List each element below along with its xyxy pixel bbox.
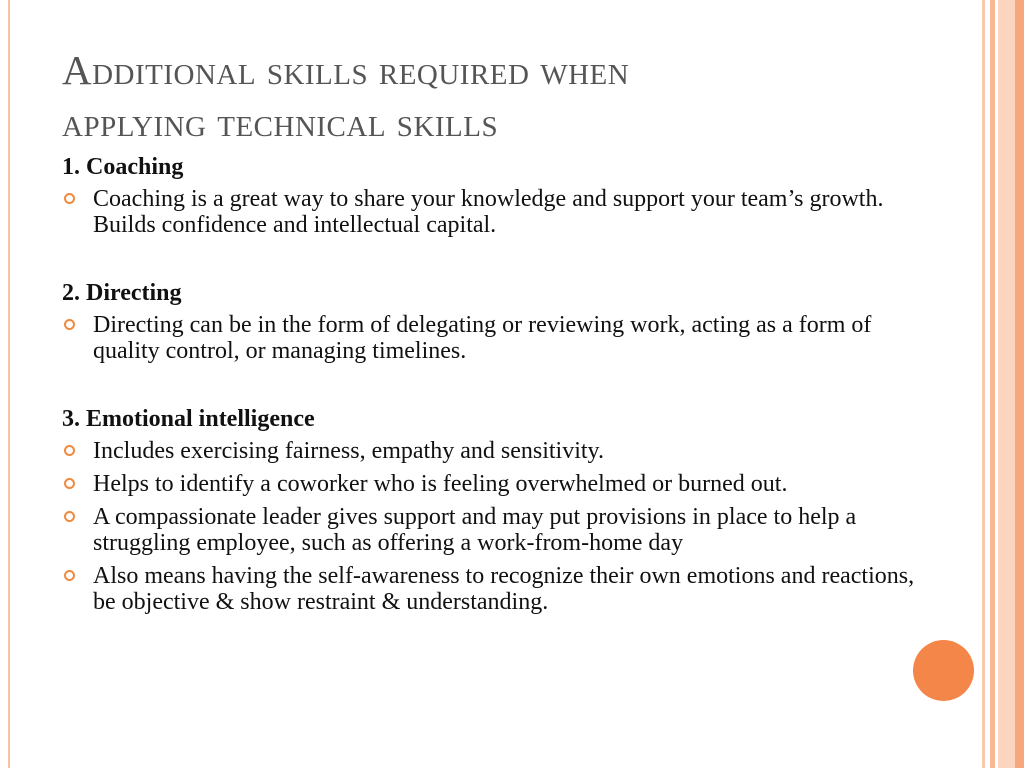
slide-title	[62, 44, 962, 148]
slide-body	[62, 154, 942, 622]
bullet-item	[62, 186, 942, 238]
section-coaching	[62, 154, 942, 238]
hollow-circle-bullet-icon	[64, 319, 75, 330]
bullet-text: Includes exercising fairness, empathy and sensitivity.	[93, 438, 604, 464]
section-emotional-intelligence	[62, 406, 942, 615]
hollow-circle-bullet-icon	[64, 193, 75, 204]
slide-title-line-2: applying technical skills	[62, 99, 499, 145]
bullet-text: Also means having the self-awareness to recognize their own emotions and reactions, be objective & show restraint & understanding.	[93, 563, 915, 615]
slide-title-line-1: Additional skills required when	[62, 47, 630, 93]
section-directing	[62, 280, 942, 364]
bullet-item	[62, 504, 942, 556]
right-decorative-stripes	[976, 0, 1024, 768]
hollow-circle-bullet-icon	[64, 570, 75, 581]
bullet-text: Coaching is a great way to share your knowledge and support your team’s growth. Builds confidence and intellectual capital.	[93, 186, 884, 238]
section-heading: 2. Directing	[62, 280, 182, 306]
hollow-circle-bullet-icon	[64, 511, 75, 522]
hollow-circle-bullet-icon	[64, 445, 75, 456]
left-border-line	[8, 0, 10, 768]
section-heading: 3. Emotional intelligence	[62, 406, 315, 432]
section-heading: 1. Coaching	[62, 154, 184, 180]
bullet-text: Directing can be in the form of delegating or reviewing work, acting as a form of quality control, or managing timelines.	[93, 312, 872, 364]
bullet-item	[62, 312, 942, 364]
bullet-item	[62, 563, 942, 615]
bullet-text: Helps to identify a coworker who is feeling overwhelmed or burned out.	[93, 471, 788, 497]
bullet-item	[62, 438, 942, 464]
bullet-item	[62, 471, 942, 497]
bullet-text: A compassionate leader gives support and may put provisions in place to help a struggling employee, such as offering a work-from-home day	[93, 504, 857, 556]
hollow-circle-bullet-icon	[64, 478, 75, 489]
decorative-accent-circle	[913, 640, 974, 701]
